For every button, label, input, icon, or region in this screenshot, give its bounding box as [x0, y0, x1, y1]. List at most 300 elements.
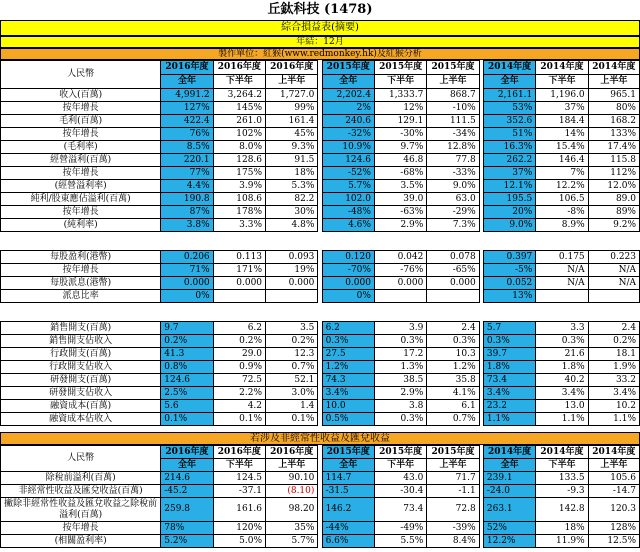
- cell-value: 13.0: [536, 400, 588, 413]
- cell-value: 1,727.0: [266, 89, 318, 102]
- author-banner: 製作單位：紅猴(www.redmonkey.hk)及紅猴分析: [0, 48, 640, 60]
- cell-value: 3,264.2: [213, 89, 265, 102]
- cell-value: [374, 290, 426, 303]
- cell-value: 2.9%: [374, 387, 426, 400]
- cell-value: 220.1: [161, 154, 213, 167]
- period-header: 全年: [161, 75, 213, 89]
- row-label: 按年增長: [1, 206, 161, 219]
- cell-value: 10.0: [322, 400, 374, 413]
- cell-value: 89%: [588, 206, 639, 219]
- cell-value: 18%: [266, 167, 318, 180]
- cell-value: 72.5: [213, 374, 265, 387]
- cell-value: 263.1: [483, 498, 535, 522]
- cell-value: 73.4: [483, 374, 535, 387]
- cell-value: 0.000: [427, 277, 479, 290]
- table-row: [1, 290, 640, 303]
- cell-value: 352.6: [483, 115, 535, 128]
- cell-value: 2%: [322, 102, 374, 115]
- cell-value: 1.8%: [483, 361, 535, 374]
- cell-value: 10.9%: [322, 141, 374, 154]
- table-row: [1, 264, 640, 277]
- cell-value: 1.1%: [588, 413, 639, 426]
- cell-value: 124.6: [322, 154, 374, 167]
- cell-value: 0.052: [483, 277, 535, 290]
- cell-value: 111.5: [427, 115, 479, 128]
- cell-value: 2.2%: [213, 387, 265, 400]
- cell-value: 4.1%: [427, 387, 479, 400]
- cell-value: 9.3%: [266, 141, 318, 154]
- cell-value: 3.3%: [213, 219, 265, 232]
- table-row: [1, 498, 640, 522]
- cell-value: N/A: [536, 264, 588, 277]
- year-header: 2014年度: [483, 61, 535, 75]
- cell-value: 2,161.1: [483, 89, 535, 102]
- cell-value: -33%: [427, 167, 479, 180]
- cell-value: 53%: [483, 102, 535, 115]
- cell-value: 0.7%: [266, 361, 318, 374]
- cell-value: 0.3%: [374, 335, 426, 348]
- cell-value: 23.2: [483, 400, 535, 413]
- row-label: 銷售開支(百萬): [1, 322, 161, 335]
- cell-value: 29.0: [213, 348, 265, 361]
- cell-value: 0.000: [374, 277, 426, 290]
- cell-value: 39.0: [374, 193, 426, 206]
- year-header: 2014年度: [588, 446, 639, 459]
- cell-value: 9.7: [161, 322, 213, 335]
- cell-value: -65%: [427, 264, 479, 277]
- cell-value: 240.6: [322, 115, 374, 128]
- cell-value: 1.9%: [588, 361, 639, 374]
- table-row: [1, 251, 640, 264]
- cell-value: 124.6: [161, 374, 213, 387]
- cell-value: 171%: [213, 264, 265, 277]
- cell-value: 133%: [588, 128, 639, 141]
- cell-value: 21.6: [536, 348, 588, 361]
- row-label: 每股派息(港幣): [1, 277, 161, 290]
- period-header: 上半年: [588, 75, 639, 89]
- cell-value: -34%: [427, 128, 479, 141]
- cell-value: 40.2: [536, 374, 588, 387]
- currency-label: 人民幣: [1, 446, 161, 472]
- row-label: 行政開支佔收入: [1, 361, 161, 374]
- cell-value: 8.4%: [427, 535, 479, 548]
- cell-value: -5%: [483, 264, 535, 277]
- cell-value: [427, 290, 479, 303]
- cell-value: 3.4%: [536, 387, 588, 400]
- cell-value: 6.2: [322, 322, 374, 335]
- cell-value: 10.2: [588, 400, 639, 413]
- period-header: 上半年: [427, 75, 479, 89]
- cell-value: -30.4: [374, 485, 426, 498]
- cell-value: 3.5%: [374, 180, 426, 193]
- cell-value: 1.8%: [536, 361, 588, 374]
- table-row: [1, 485, 640, 498]
- cell-value: 12.0%: [588, 180, 639, 193]
- cell-value: 0.2%: [266, 335, 318, 348]
- cell-value: 12.2%: [483, 535, 535, 548]
- year-header: 2015年度: [322, 61, 374, 75]
- cell-value: 52%: [483, 522, 535, 535]
- cell-value: 27.5: [322, 348, 374, 361]
- cell-value: 87%: [161, 206, 213, 219]
- cell-value: -52%: [322, 167, 374, 180]
- row-label: 按年增長: [1, 264, 161, 277]
- cell-value: 37%: [536, 102, 588, 115]
- cell-value: 1.2%: [322, 361, 374, 374]
- income-table-main: [0, 60, 640, 426]
- cell-value: 2.9%: [374, 219, 426, 232]
- cell-value: -70%: [322, 264, 374, 277]
- cell-value: 18.1: [588, 348, 639, 361]
- cell-value: 14%: [536, 128, 588, 141]
- cell-value: 2.5%: [161, 387, 213, 400]
- row-label: (純利率): [1, 219, 161, 232]
- cell-value: 9.7%: [374, 141, 426, 154]
- cell-value: 102%: [213, 128, 265, 141]
- period-header: 下半年: [374, 459, 426, 472]
- cell-value: -9.3: [536, 485, 588, 498]
- cell-value: 72.8: [427, 498, 479, 522]
- cell-value: -24.0: [483, 485, 535, 498]
- cell-value: 168.2: [588, 115, 639, 128]
- cell-value: 33.2: [588, 374, 639, 387]
- cell-value: 8.5%: [161, 141, 213, 154]
- period-header: 上半年: [588, 459, 639, 472]
- cell-value: 3.4%: [322, 387, 374, 400]
- cell-value: 1,196.0: [536, 89, 588, 102]
- cell-value: 1.2%: [427, 361, 479, 374]
- cell-value: 115.8: [588, 154, 639, 167]
- currency-label: 人民幣: [1, 61, 161, 89]
- cell-value: 120.3: [588, 498, 639, 522]
- cell-value: 868.7: [427, 89, 479, 102]
- cell-value: 105.6: [588, 472, 639, 485]
- table-row: [1, 522, 640, 535]
- cell-value: 0.2%: [588, 335, 639, 348]
- cell-value: 175%: [213, 167, 265, 180]
- cell-value: 3.0%: [266, 387, 318, 400]
- cell-value: 35.8: [427, 374, 479, 387]
- cell-value: 1.1%: [536, 413, 588, 426]
- cell-value: 4.2: [213, 400, 265, 413]
- cell-value: 13%: [483, 290, 535, 303]
- row-label: 毛利(百萬): [1, 115, 161, 128]
- cell-value: 262.2: [483, 154, 535, 167]
- year-header: 2016年度: [213, 446, 265, 459]
- year-header: 2014年度: [588, 61, 639, 75]
- cell-value: 12.3: [266, 348, 318, 361]
- cell-value: 0.1%: [266, 413, 318, 426]
- cell-value: 5.0%: [213, 535, 265, 548]
- period-header: 全年: [322, 75, 374, 89]
- cell-value: 0.2%: [213, 335, 265, 348]
- cell-value: 1.3%: [374, 361, 426, 374]
- cell-value: 0.1%: [161, 413, 213, 426]
- cell-value: -49%: [374, 522, 426, 535]
- cell-value: 146.4: [536, 154, 588, 167]
- cell-value: 12.2%: [536, 180, 588, 193]
- row-label: 每股盈利(港幣): [1, 251, 161, 264]
- row-label: 銷售開支佔收入: [1, 335, 161, 348]
- table-row: [1, 180, 640, 193]
- cell-value: 89.0: [588, 193, 639, 206]
- cell-value: 8.9%: [536, 219, 588, 232]
- cell-value: 3.5: [266, 322, 318, 335]
- cell-value: 71.7: [427, 472, 479, 485]
- table-row: [1, 472, 640, 485]
- cell-value: 3.8: [374, 400, 426, 413]
- cell-value: 39.7: [483, 348, 535, 361]
- year-header: 2014年度: [483, 446, 535, 459]
- period-header: 上半年: [266, 459, 318, 472]
- cell-value: 5.3%: [266, 180, 318, 193]
- cell-value: 7%: [536, 167, 588, 180]
- table-row: [1, 193, 640, 206]
- row-label: 按年增長: [1, 102, 161, 115]
- cell-value: 161.6: [213, 498, 265, 522]
- row-label: 非經常性收益及匯兌收益(百萬): [1, 485, 161, 498]
- period-header: 下半年: [374, 75, 426, 89]
- cell-value: 76%: [161, 128, 213, 141]
- cell-value: 965.1: [588, 89, 639, 102]
- cell-value: 77.8: [427, 154, 479, 167]
- cell-value: 19%: [266, 264, 318, 277]
- cell-value: 43.0: [374, 472, 426, 485]
- cell-value: 4.4%: [161, 180, 213, 193]
- cell-value: 38.5: [374, 374, 426, 387]
- cell-value: -30%: [374, 128, 426, 141]
- cell-value: -76%: [374, 264, 426, 277]
- cell-value: 3.4%: [483, 387, 535, 400]
- cell-value: -29%: [427, 206, 479, 219]
- cell-value: 20%: [483, 206, 535, 219]
- cell-value: 190.8: [161, 193, 213, 206]
- table-row: [1, 335, 640, 348]
- page-title: 丘鈦科技 (1478): [267, 2, 373, 17]
- cell-value: 239.1: [483, 472, 535, 485]
- cell-value: 17.2: [374, 348, 426, 361]
- year-header: 2015年度: [322, 446, 374, 459]
- row-label: 研發開支(百萬): [1, 374, 161, 387]
- table-row: [1, 387, 640, 400]
- cell-value: 0.3%: [536, 335, 588, 348]
- table-row: [1, 89, 640, 102]
- table-row: [1, 115, 640, 128]
- row-label: 撇除非經常性收益及匯兌收益之除稅前溢利(百萬): [1, 498, 161, 522]
- row-label: 行政開支(百萬): [1, 348, 161, 361]
- cell-value: -32%: [322, 128, 374, 141]
- cell-value: 108.6: [213, 193, 265, 206]
- row-label: (毛利率): [1, 141, 161, 154]
- cell-value: 114.7: [322, 472, 374, 485]
- subtitle-banner: 綜合損益表(摘要): [0, 20, 640, 36]
- fiscal-year-banner: 年結：12月: [0, 36, 640, 48]
- cell-value: 80%: [588, 102, 639, 115]
- year-header: 2016年度: [266, 61, 318, 75]
- cell-value: 74.3: [322, 374, 374, 387]
- cell-value: 102.0: [322, 193, 374, 206]
- cell-value: 77%: [161, 167, 213, 180]
- cell-value: 0.1%: [213, 413, 265, 426]
- cell-value: 127%: [161, 102, 213, 115]
- cell-value: 145%: [213, 102, 265, 115]
- cell-value: 5.7%: [266, 535, 318, 548]
- row-label: 派息比率: [1, 290, 161, 303]
- cell-value: 422.4: [161, 115, 213, 128]
- cell-value: -63%: [374, 206, 426, 219]
- table-row: [1, 322, 640, 335]
- cell-value: 0.078: [427, 251, 479, 264]
- table-row: [1, 374, 640, 387]
- row-label: 按年增長: [1, 128, 161, 141]
- table-row: [1, 400, 640, 413]
- year-header: 2015年度: [427, 61, 479, 75]
- period-header: 全年: [161, 459, 213, 472]
- year-header: 2015年度: [374, 446, 426, 459]
- period-header: 全年: [483, 459, 535, 472]
- row-label: 融資成本佔收入: [1, 413, 161, 426]
- cell-value: -14.7: [588, 485, 639, 498]
- cell-value: -48%: [322, 206, 374, 219]
- cell-value: 0.223: [588, 251, 639, 264]
- cell-value: 142.8: [536, 498, 588, 522]
- cell-value: 259.8: [161, 498, 213, 522]
- cell-value: (8.10): [266, 485, 318, 498]
- cell-value: 0.206: [161, 251, 213, 264]
- cell-value: 195.5: [483, 193, 535, 206]
- row-label: (經營溢利率): [1, 180, 161, 193]
- table-row: [1, 535, 640, 548]
- cell-value: 10.3: [427, 348, 479, 361]
- table-row: [1, 361, 640, 374]
- table-row: [1, 102, 640, 115]
- cell-value: 4,991.2: [161, 89, 213, 102]
- table-row: [1, 219, 640, 232]
- cell-value: 0.8%: [161, 361, 213, 374]
- year-header: 2015年度: [374, 61, 426, 75]
- nonrecurring-banner: 若涉及非經常性收益及匯兌收益: [0, 432, 640, 445]
- row-label: 除稅前溢利(百萬): [1, 472, 161, 485]
- cell-value: 12.1%: [483, 180, 535, 193]
- cell-value: 184.4: [536, 115, 588, 128]
- cell-value: 12.8%: [427, 141, 479, 154]
- cell-value: 4.6%: [322, 219, 374, 232]
- table-row: [1, 206, 640, 219]
- row-label: 收入(百萬): [1, 89, 161, 102]
- cell-value: 41.3: [161, 348, 213, 361]
- cell-value: 0.000: [266, 277, 318, 290]
- row-label: 按年增長: [1, 167, 161, 180]
- cell-value: 35%: [266, 522, 318, 535]
- row-label: 按年增長: [1, 522, 161, 535]
- period-header: 上半年: [266, 75, 318, 89]
- cell-value: 5.6: [161, 400, 213, 413]
- cell-value: 0.3%: [374, 413, 426, 426]
- cell-value: 0.7%: [427, 413, 479, 426]
- period-header: 下半年: [213, 75, 265, 89]
- cell-value: 45%: [266, 128, 318, 141]
- cell-value: 15.4%: [536, 141, 588, 154]
- cell-value: 0.2%: [161, 335, 213, 348]
- cell-value: 78%: [161, 522, 213, 535]
- cell-value: 6.2: [213, 322, 265, 335]
- cell-value: 0.3%: [322, 335, 374, 348]
- cell-value: 4.8%: [266, 219, 318, 232]
- cell-value: -37.1: [213, 485, 265, 498]
- cell-value: 129.1: [374, 115, 426, 128]
- row-label: 研發開支佔收入: [1, 387, 161, 400]
- cell-value: 30%: [266, 206, 318, 219]
- year-header: 2016年度: [213, 61, 265, 75]
- cell-value: 46.8: [374, 154, 426, 167]
- cell-value: 0.120: [322, 251, 374, 264]
- period-header: 全年: [322, 459, 374, 472]
- table-row: [1, 348, 640, 361]
- cell-value: [213, 290, 265, 303]
- cell-value: 128%: [588, 522, 639, 535]
- cell-value: -39%: [427, 522, 479, 535]
- cell-value: 0.042: [374, 251, 426, 264]
- cell-value: 214.6: [161, 472, 213, 485]
- cell-value: 18%: [536, 522, 588, 535]
- cell-value: 0.093: [266, 251, 318, 264]
- cell-value: 51%: [483, 128, 535, 141]
- cell-value: -44%: [322, 522, 374, 535]
- cell-value: 52.1: [266, 374, 318, 387]
- cell-value: 1.1%: [483, 413, 535, 426]
- table-row: [1, 128, 640, 141]
- cell-value: 9.0%: [427, 180, 479, 193]
- cell-value: 178%: [213, 206, 265, 219]
- cell-value: -1.1: [427, 485, 479, 498]
- cell-value: 3.8%: [161, 219, 213, 232]
- cell-value: -8%: [536, 206, 588, 219]
- cell-value: 0.175: [536, 251, 588, 264]
- cell-value: 128.6: [213, 154, 265, 167]
- cell-value: 9.2%: [588, 219, 639, 232]
- period-header: 下半年: [536, 75, 588, 89]
- cell-value: 37%: [483, 167, 535, 180]
- cell-value: 16.3%: [483, 141, 535, 154]
- cell-value: 5.2%: [161, 535, 213, 548]
- cell-value: N/A: [588, 264, 639, 277]
- year-header: 2014年度: [536, 61, 588, 75]
- cell-value: 161.4: [266, 115, 318, 128]
- cell-value: 12%: [374, 102, 426, 115]
- cell-value: 5.7%: [322, 180, 374, 193]
- period-header: 全年: [483, 75, 535, 89]
- cell-value: -31.5: [322, 485, 374, 498]
- cell-value: N/A: [588, 277, 639, 290]
- table-row: [1, 154, 640, 167]
- row-label: 純利/股東應佔溢利(百萬): [1, 193, 161, 206]
- cell-value: [536, 290, 588, 303]
- table-row: [1, 413, 640, 426]
- cell-value: 124.5: [213, 472, 265, 485]
- cell-value: 3.4%: [588, 387, 639, 400]
- year-header: 2014年度: [536, 446, 588, 459]
- cell-value: 6.6%: [322, 535, 374, 548]
- period-header: 上半年: [427, 459, 479, 472]
- cell-value: 12.5%: [588, 535, 639, 548]
- cell-value: 2.4: [588, 322, 639, 335]
- cell-value: 0.5%: [322, 413, 374, 426]
- cell-value: 73.4: [374, 498, 426, 522]
- cell-value: -45.2: [161, 485, 213, 498]
- cell-value: 1.4: [266, 400, 318, 413]
- cell-value: 1,333.7: [374, 89, 426, 102]
- cell-value: 2,202.4: [322, 89, 374, 102]
